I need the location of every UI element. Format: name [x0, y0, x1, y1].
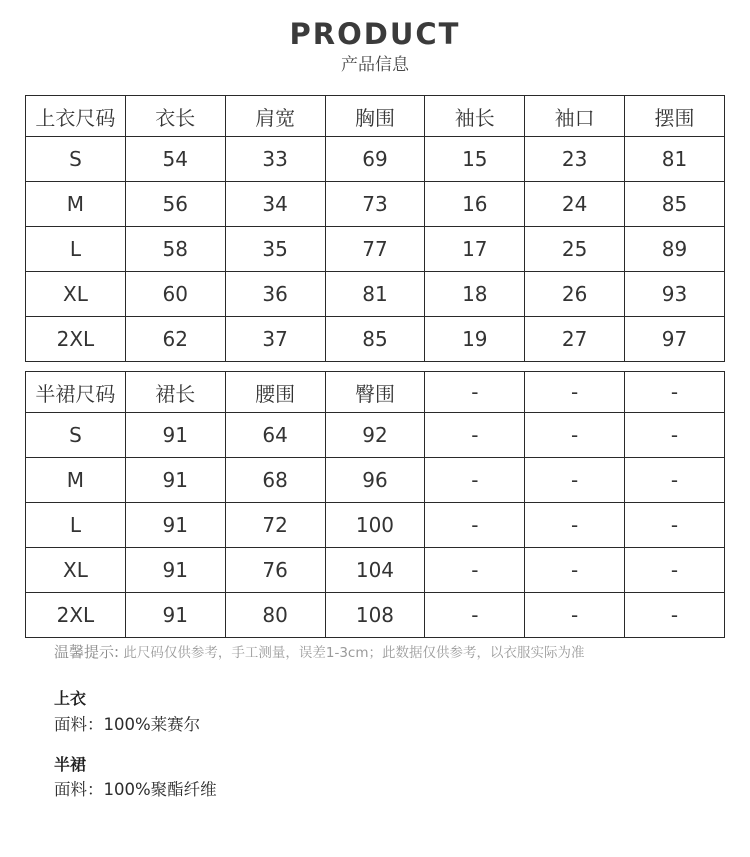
table-header-row [26, 96, 725, 137]
table-cell: 69 [325, 137, 425, 182]
table-cell: 96 [325, 458, 425, 503]
table-cell: - [425, 548, 525, 593]
table-cell: 85 [325, 317, 425, 362]
table-cell: - [425, 593, 525, 638]
header-cell: - [625, 372, 725, 413]
table-cell: 54 [125, 137, 225, 182]
material-line-skirt: 面料：100%聚酯纤维 [54, 780, 217, 799]
table-cell: 18 [425, 272, 525, 317]
table-cell: 27 [525, 317, 625, 362]
header-cell: 裙长 [125, 372, 225, 413]
table-row [26, 413, 725, 458]
table-cell: S [26, 137, 126, 182]
header-cell: 胸围 [325, 96, 425, 137]
table-cell: - [525, 413, 625, 458]
table-row [26, 458, 725, 503]
table-cell: 93 [625, 272, 725, 317]
page-title: PRODUCT [289, 17, 461, 51]
table-cell: 26 [525, 272, 625, 317]
page-subtitle: 产品信息 [341, 55, 409, 75]
table-cell: 35 [225, 227, 325, 272]
table-row [26, 548, 725, 593]
table-cell: 104 [325, 548, 425, 593]
table-cell: 36 [225, 272, 325, 317]
table-cell: 89 [625, 227, 725, 272]
table-cell: 25 [525, 227, 625, 272]
table-cell: 23 [525, 137, 625, 182]
table-row [26, 272, 725, 317]
table-cell: 80 [225, 593, 325, 638]
table-cell: XL [26, 272, 126, 317]
table-cell: 33 [225, 137, 325, 182]
table-cell: - [525, 548, 625, 593]
table-cell: 81 [625, 137, 725, 182]
table-cell: 73 [325, 182, 425, 227]
table-cell: - [625, 413, 725, 458]
table-header-row [26, 372, 725, 413]
table-cell: 19 [425, 317, 525, 362]
table-cell: 91 [125, 458, 225, 503]
table-row [26, 503, 725, 548]
table-row [26, 317, 725, 362]
table-cell: 2XL [26, 593, 126, 638]
table-cell: 97 [625, 317, 725, 362]
table-cell: 60 [125, 272, 225, 317]
table-cell: 24 [525, 182, 625, 227]
header-cell: 上衣尺码 [26, 96, 126, 137]
table-row [26, 593, 725, 638]
table-row [26, 137, 725, 182]
header-cell: 摆围 [625, 96, 725, 137]
table-row [26, 227, 725, 272]
table-cell: 64 [225, 413, 325, 458]
header-cell: 臀围 [325, 372, 425, 413]
table-cell: - [425, 458, 525, 503]
table-cell: 91 [125, 548, 225, 593]
header-cell: - [425, 372, 525, 413]
header-cell: 腰围 [225, 372, 325, 413]
table-cell: 108 [325, 593, 425, 638]
table-cell: 85 [625, 182, 725, 227]
tip-label: 温馨提示: [54, 643, 120, 661]
table-cell: 68 [225, 458, 325, 503]
table-cell: 100 [325, 503, 425, 548]
table-cell: 58 [125, 227, 225, 272]
table-cell: - [525, 503, 625, 548]
table-cell: 92 [325, 413, 425, 458]
header-cell: 袖口 [525, 96, 625, 137]
table-cell: XL [26, 548, 126, 593]
table-cell: 17 [425, 227, 525, 272]
table-cell: - [425, 413, 525, 458]
table-cell: 34 [225, 182, 325, 227]
table-cell: 81 [325, 272, 425, 317]
table-cell: 62 [125, 317, 225, 362]
table-cell: - [625, 458, 725, 503]
table-cell: M [26, 182, 126, 227]
table-cell: 2XL [26, 317, 126, 362]
table-cell: M [26, 458, 126, 503]
table-cell: - [625, 503, 725, 548]
table-cell: 91 [125, 503, 225, 548]
header-cell: - [525, 372, 625, 413]
skirt-size-table [25, 371, 725, 638]
material-line-top: 面料：100%莱赛尔 [54, 715, 201, 734]
table-cell: S [26, 413, 126, 458]
material-title-top: 上衣 [54, 689, 87, 708]
table-cell: - [525, 593, 625, 638]
table-cell: - [425, 503, 525, 548]
table-cell: 91 [125, 413, 225, 458]
table-cell: 15 [425, 137, 525, 182]
header-cell: 半裙尺码 [26, 372, 126, 413]
header-cell: 袖长 [425, 96, 525, 137]
table-cell: - [625, 593, 725, 638]
header-cell: 衣长 [125, 96, 225, 137]
top-size-table [25, 95, 725, 362]
table-cell: 91 [125, 593, 225, 638]
table-row [26, 182, 725, 227]
table-cell: 76 [225, 548, 325, 593]
table-cell: 37 [225, 317, 325, 362]
table-cell: 72 [225, 503, 325, 548]
table-cell: - [525, 458, 625, 503]
header-cell: 肩宽 [225, 96, 325, 137]
table-cell: L [26, 503, 126, 548]
table-cell: 16 [425, 182, 525, 227]
table-cell: - [625, 548, 725, 593]
table-cell: 77 [325, 227, 425, 272]
material-title-skirt: 半裙 [54, 755, 87, 774]
table-cell: 56 [125, 182, 225, 227]
tip-text: 此尺码仅供参考，手工测量，误差1-3cm；此数据仅供参考，以衣服实际为准 [123, 645, 585, 661]
table-cell: L [26, 227, 126, 272]
size-tip [54, 642, 584, 663]
